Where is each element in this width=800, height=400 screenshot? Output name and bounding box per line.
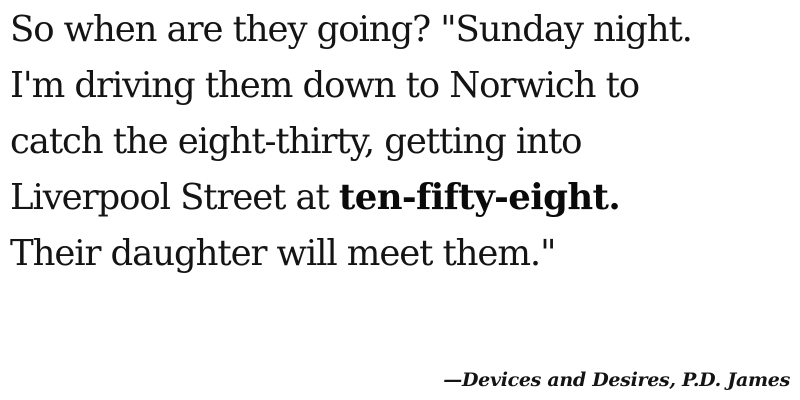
quote-line-2: I'm driving them down to Norwich to	[10, 65, 640, 106]
attribution: —Devices and Desires, P.D. James	[443, 369, 790, 391]
quote-line-5: Their daughter will meet them."	[10, 233, 556, 274]
quote-block	[10, 2, 794, 282]
quote-emphasis: ten-fifty-eight.	[338, 177, 621, 218]
quote-line-3: catch the eight-thirty, getting into	[10, 121, 582, 162]
quote-line-4-prefix: Liverpool Street at	[10, 177, 329, 218]
quote-line-1: So when are they going? "Sunday night.	[10, 9, 692, 50]
quote-line-4	[10, 170, 794, 226]
